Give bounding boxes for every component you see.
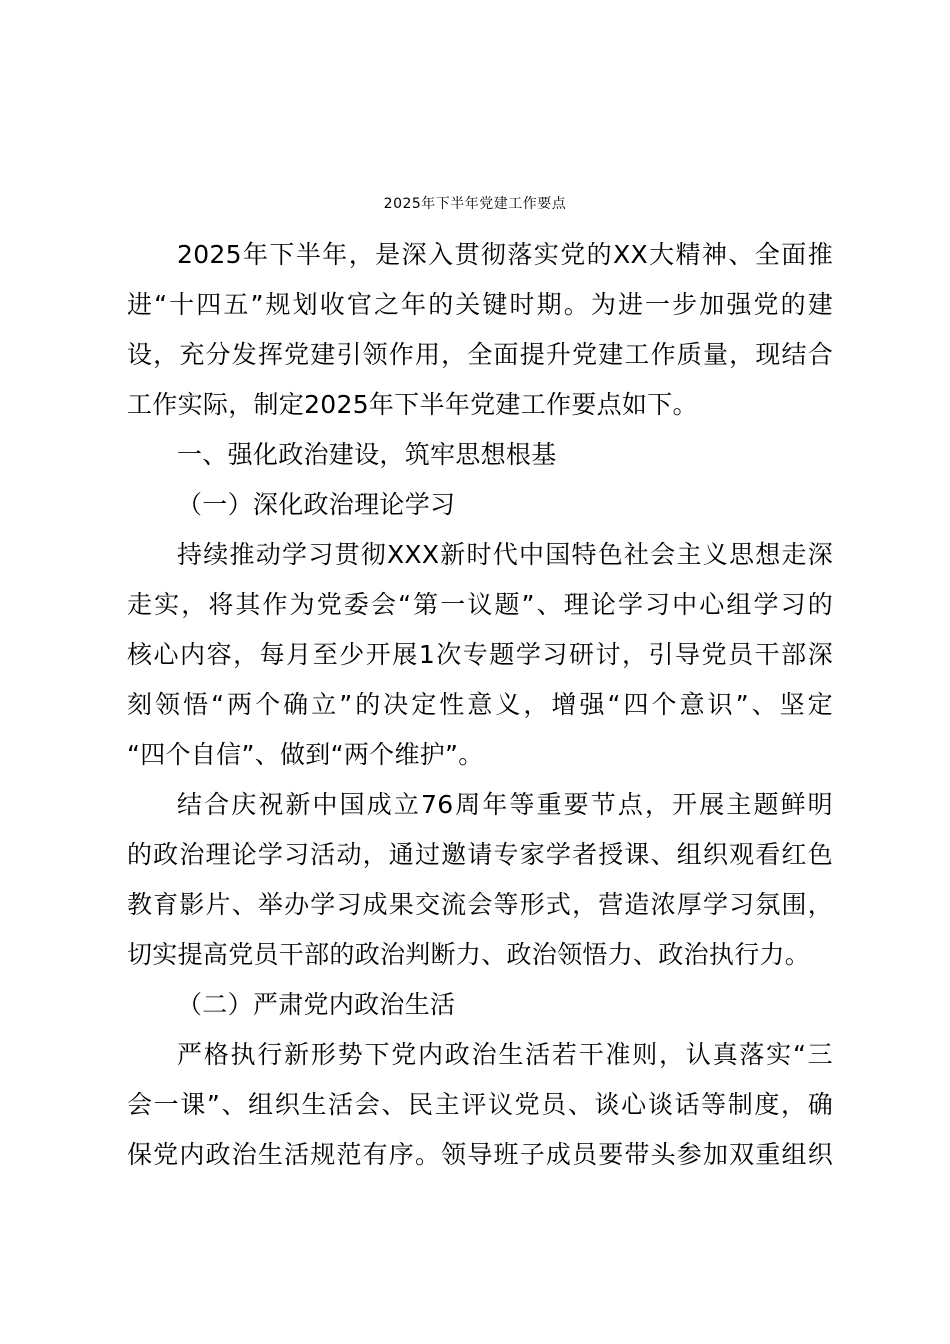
sub1-para2-line-2: 的政治理论学习活动，通过邀请专家学者授课、组织观看红色	[127, 840, 833, 869]
sub2-para1-line-3: 保党内政治生活规范有序。领导班子成员要带头参加双重组织	[127, 1140, 833, 1169]
intro-line-2: 进“十四五”规划收官之年的关键时期。为进一步加强党的建	[127, 290, 833, 319]
subsection-heading-1: （一）深化政治理论学习	[177, 490, 456, 519]
sub1-para2-line-4: 切实提高党员干部的政治判断力、政治领悟力、政治执行力。	[127, 940, 811, 969]
sub1-para1-line-3: 核心内容，每月至少开展1次专题学习研讨，引导党员干部深	[127, 640, 833, 669]
sub1-para1-line-4: 刻领悟“两个确立”的决定性意义，增强“四个意识”、坚定	[127, 690, 833, 719]
section-heading-1: 一、强化政治建设，筑牢思想根基	[177, 440, 557, 469]
sub2-para1-line-1: 严格执行新形势下党内政治生活若干准则，认真落实“三	[177, 1040, 833, 1069]
sub1-para2-line-1: 结合庆祝新中国成立76周年等重要节点，开展主题鲜明	[177, 790, 833, 819]
intro-line-4: 工作实际，制定2025年下半年党建工作要点如下。	[127, 390, 698, 419]
document-title: 2025年下半年党建工作要点	[383, 196, 567, 212]
sub1-para2-line-3: 教育影片、举办学习成果交流会等形式，营造浓厚学习氛围，	[127, 890, 833, 919]
sub1-para1-line-5: “四个自信”、做到“两个维护”。	[127, 740, 484, 769]
sub2-para1-line-2: 会一课”、组织生活会、民主评议党员、谈心谈话等制度，确	[127, 1090, 833, 1119]
intro-line-1: 2025年下半年，是深入贯彻落实党的XX大精神、全面推	[177, 240, 833, 269]
sub1-para1-line-2: 走实，将其作为党委会“第一议题”、理论学习中心组学习的	[127, 590, 833, 619]
subsection-heading-2: （二）严肃党内政治生活	[177, 990, 456, 1019]
intro-line-3: 设，充分发挥党建引领作用，全面提升党建工作质量，现结合	[127, 340, 833, 369]
sub1-para1-line-1: 持续推动学习贯彻XXX新时代中国特色社会主义思想走深	[177, 540, 833, 569]
